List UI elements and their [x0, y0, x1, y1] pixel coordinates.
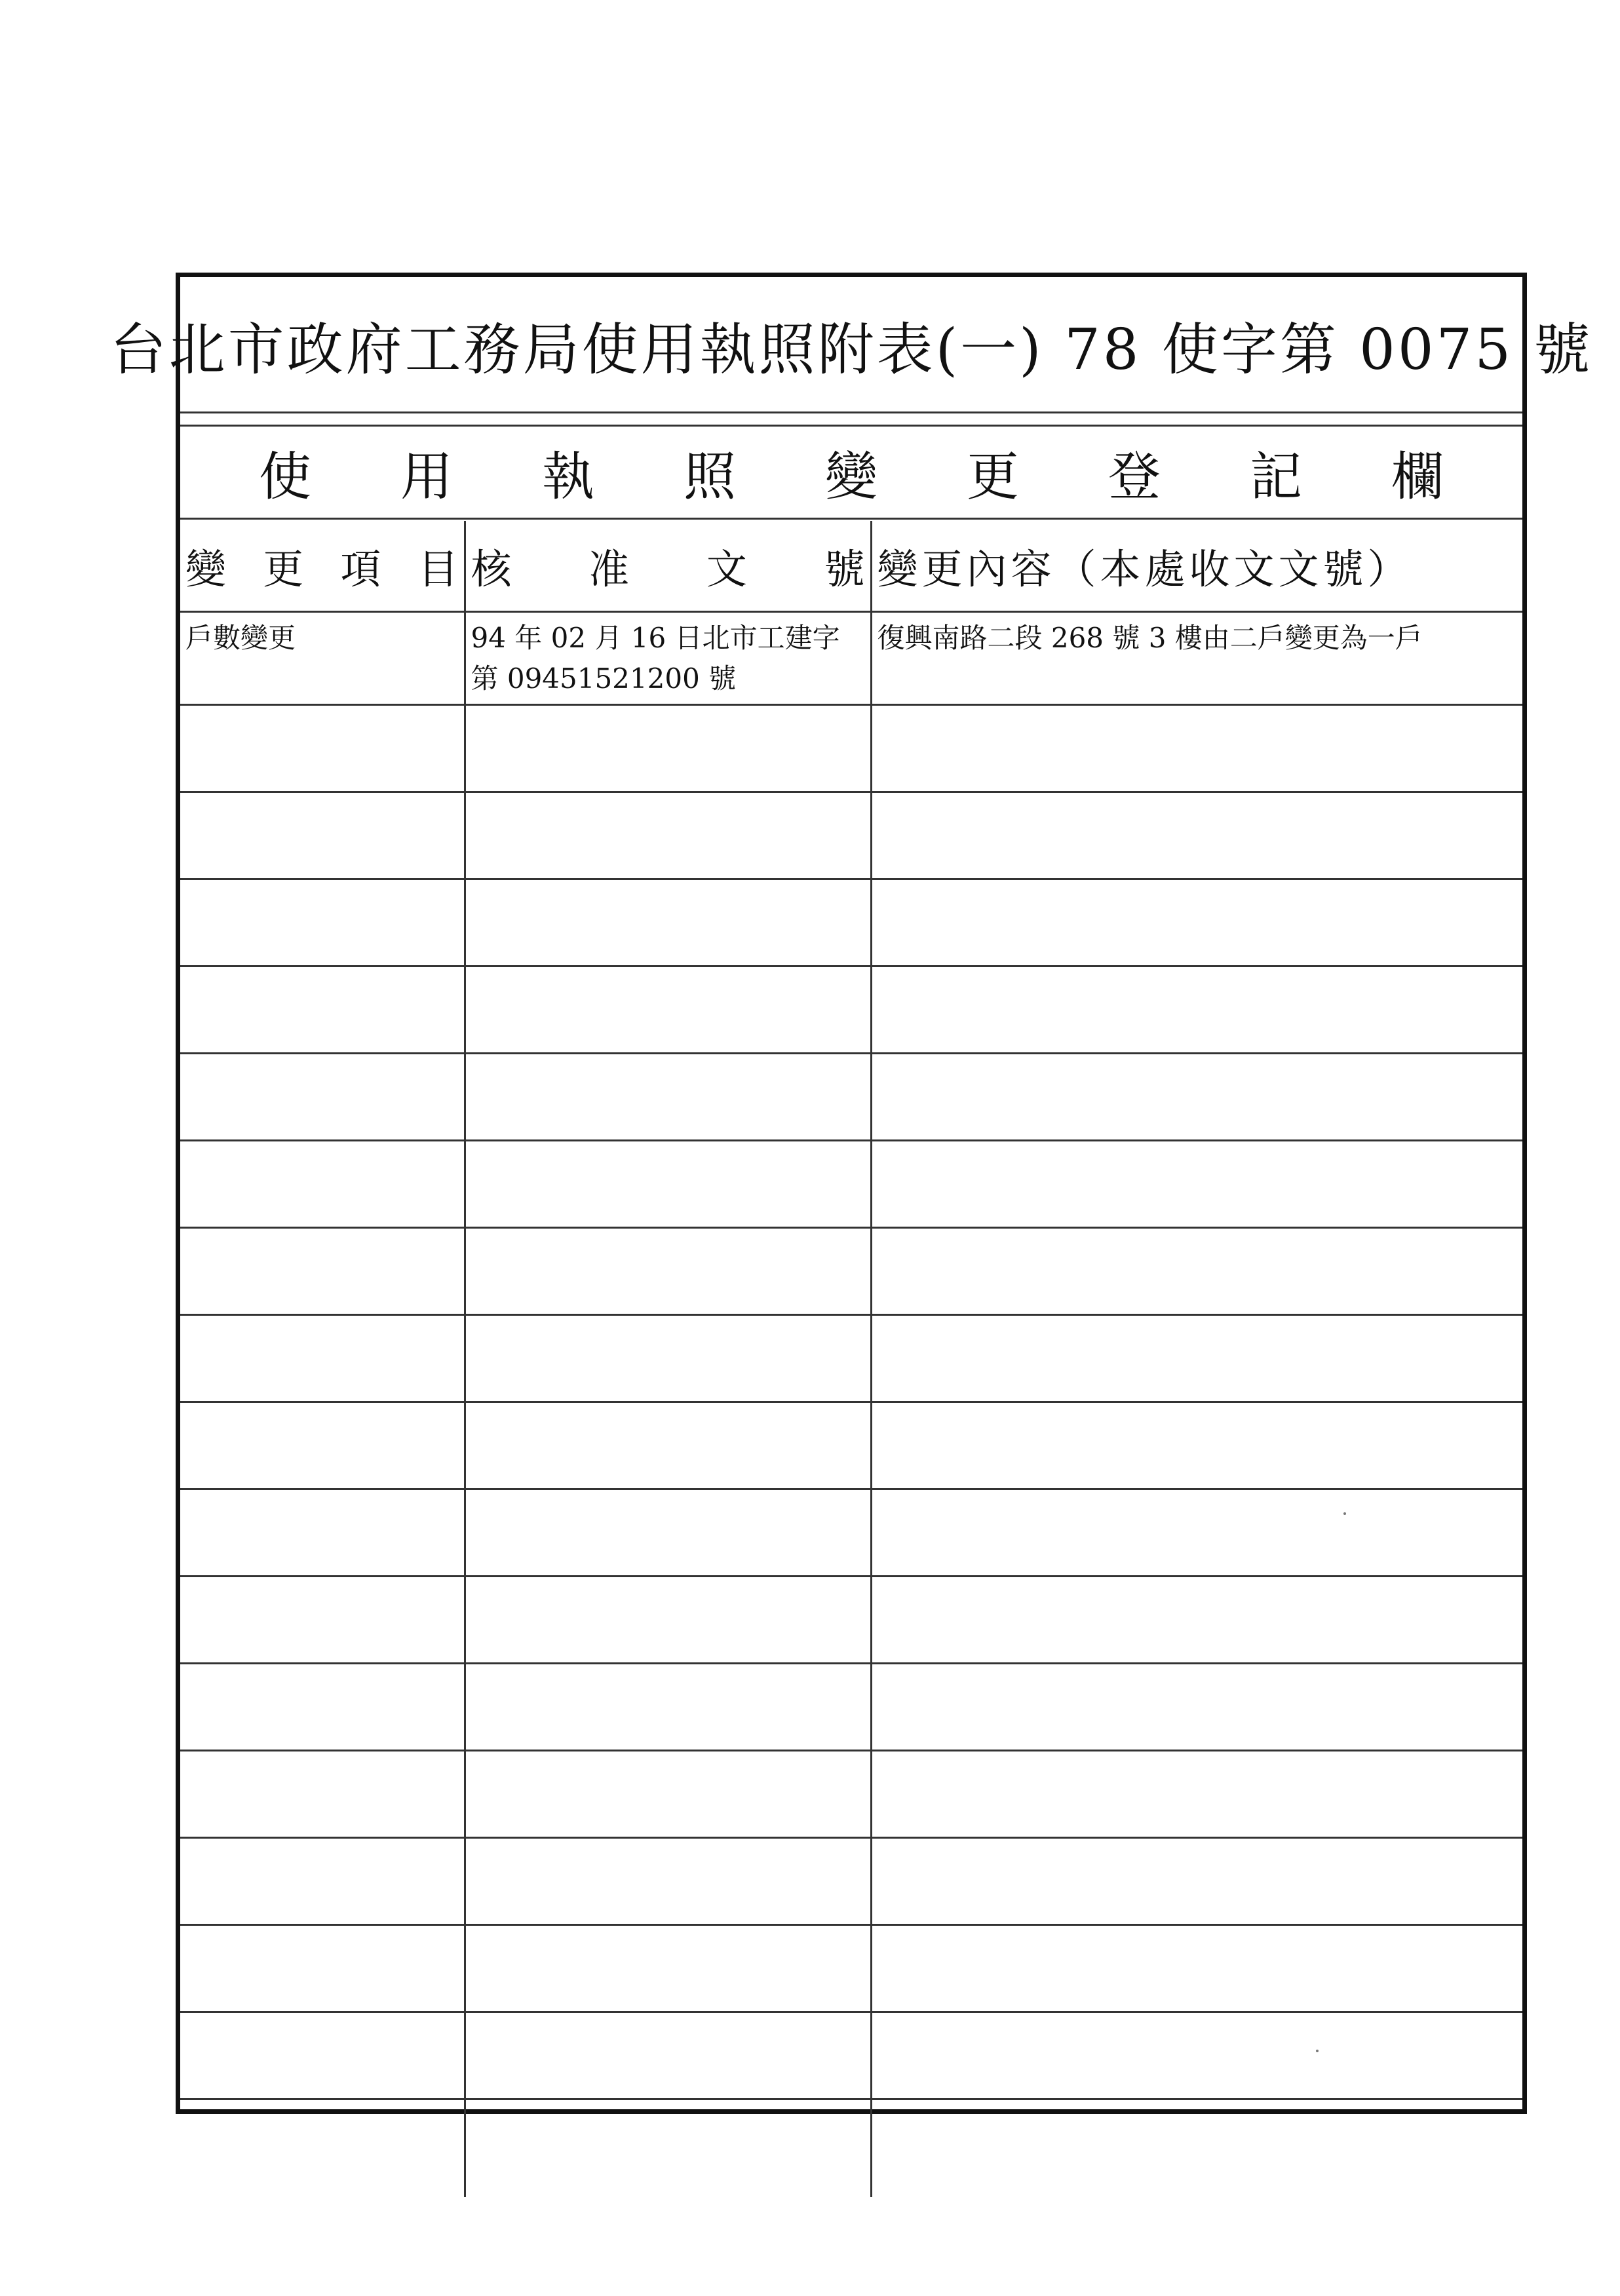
section-title-char: 用: [400, 446, 453, 507]
table-row: [180, 2099, 1522, 2197]
empty-cell: [180, 1489, 465, 1576]
form-title: [109, 277, 1593, 413]
empty-cell: [465, 704, 871, 792]
table-row: [180, 2012, 1522, 2099]
empty-cell: [871, 1140, 1522, 1227]
empty-cell: [180, 792, 465, 879]
empty-cell: [465, 1402, 871, 1489]
scan-speck: [1316, 2050, 1319, 2052]
header-char: 更: [263, 545, 304, 593]
table-row: [180, 1924, 1522, 2012]
empty-cell: [180, 1053, 465, 1140]
header-char: 項: [340, 545, 381, 593]
table-row: [180, 1140, 1522, 1227]
section-title-char: 變: [825, 446, 878, 507]
table-row: [180, 1402, 1522, 1489]
table-row: [180, 1489, 1522, 1576]
header-approval-no: [465, 521, 871, 611]
empty-cell: [871, 2012, 1522, 2099]
cell-change-item: 戶數變更: [180, 611, 465, 704]
header-char: 准: [588, 545, 630, 593]
empty-cell: [180, 1837, 465, 1924]
empty-cell: [871, 1314, 1522, 1402]
section-title-char: 欄: [1391, 446, 1444, 507]
section-title-char: 照: [684, 446, 736, 507]
empty-cell: [871, 1837, 1522, 1924]
empty-cell: [465, 2012, 871, 2099]
table-header-row: [180, 521, 1522, 611]
empty-cell: [465, 1140, 871, 1227]
empty-cell: [465, 1489, 871, 1576]
cell-approval-no: 94 年 02 月 16 日北市工建字第 09451521200 號: [465, 611, 871, 704]
table-row: [180, 792, 1522, 879]
empty-cell: [180, 2099, 465, 2197]
empty-cell: [180, 1924, 465, 2012]
header-char: 核: [471, 545, 512, 593]
empty-cell: [871, 1663, 1522, 1750]
header-char: 號: [824, 545, 865, 593]
empty-cell: [180, 966, 465, 1053]
empty-cell: [180, 879, 465, 966]
table-row: [180, 1750, 1522, 1837]
empty-cell: [180, 1663, 465, 1750]
header-change-content-text: 變更內容（本處收文文號）: [877, 545, 1412, 593]
header-char: 變: [185, 545, 227, 593]
empty-cell: [180, 1227, 465, 1314]
empty-cell: [180, 1576, 465, 1663]
form-title-text: 台北市政府工務局使用執照附表(一) 78 使字第 0075 號: [109, 316, 1593, 383]
empty-cell: [465, 1576, 871, 1663]
empty-cell: [871, 1924, 1522, 2012]
empty-cell: [871, 704, 1522, 792]
table-row: [180, 1227, 1522, 1314]
usage-permit-change-form: [109, 273, 1593, 2114]
empty-cell: [465, 1750, 871, 1837]
empty-cell: [465, 1053, 871, 1140]
empty-cell: [180, 1402, 465, 1489]
empty-cell: [871, 966, 1522, 1053]
table-row: [180, 1314, 1522, 1402]
table-row: [180, 704, 1522, 792]
header-change-content: [871, 521, 1522, 611]
table-row: [180, 1837, 1522, 1924]
table-row: [180, 879, 1522, 966]
empty-cell: [871, 1489, 1522, 1576]
empty-cell: [465, 879, 871, 966]
empty-cell: [465, 1227, 871, 1314]
empty-cell: [465, 966, 871, 1053]
section-title-char: 使: [259, 446, 311, 507]
empty-cell: [180, 2012, 465, 2099]
table-row: [180, 1053, 1522, 1140]
empty-cell: [180, 1140, 465, 1227]
empty-cell: [465, 1663, 871, 1750]
empty-cell: [465, 1924, 871, 2012]
table-row: [180, 1576, 1522, 1663]
empty-cell: [871, 1576, 1522, 1663]
empty-cell: [180, 704, 465, 792]
empty-cell: [465, 792, 871, 879]
cell-change-content: 復興南路二段 268 號 3 樓由二戶變更為一戶: [871, 611, 1522, 704]
section-title: [180, 425, 1522, 520]
scan-speck: [1343, 1512, 1346, 1515]
empty-cell: [465, 2099, 871, 2197]
empty-cell: [465, 1837, 871, 1924]
empty-cell: [180, 1750, 465, 1837]
section-title-char: 登: [1108, 446, 1161, 507]
table-row: [180, 1663, 1522, 1750]
section-title-char: 執: [542, 446, 594, 507]
header-char: 目: [417, 545, 459, 593]
empty-cell: [465, 1314, 871, 1402]
section-title-char: 記: [1250, 446, 1302, 507]
empty-cell: [871, 1750, 1522, 1837]
header-char: 文: [706, 545, 747, 593]
header-change-item: [180, 521, 465, 611]
table-row: [180, 966, 1522, 1053]
empty-cell: [871, 1227, 1522, 1314]
empty-cell: [871, 792, 1522, 879]
change-register-table: [180, 521, 1522, 2197]
empty-cell: [871, 1402, 1522, 1489]
empty-cell: [180, 1314, 465, 1402]
empty-cell: [871, 879, 1522, 966]
empty-cell: [871, 2099, 1522, 2197]
section-title-char: 更: [967, 446, 1019, 507]
table-row: [180, 611, 1522, 704]
empty-cell: [871, 1053, 1522, 1140]
